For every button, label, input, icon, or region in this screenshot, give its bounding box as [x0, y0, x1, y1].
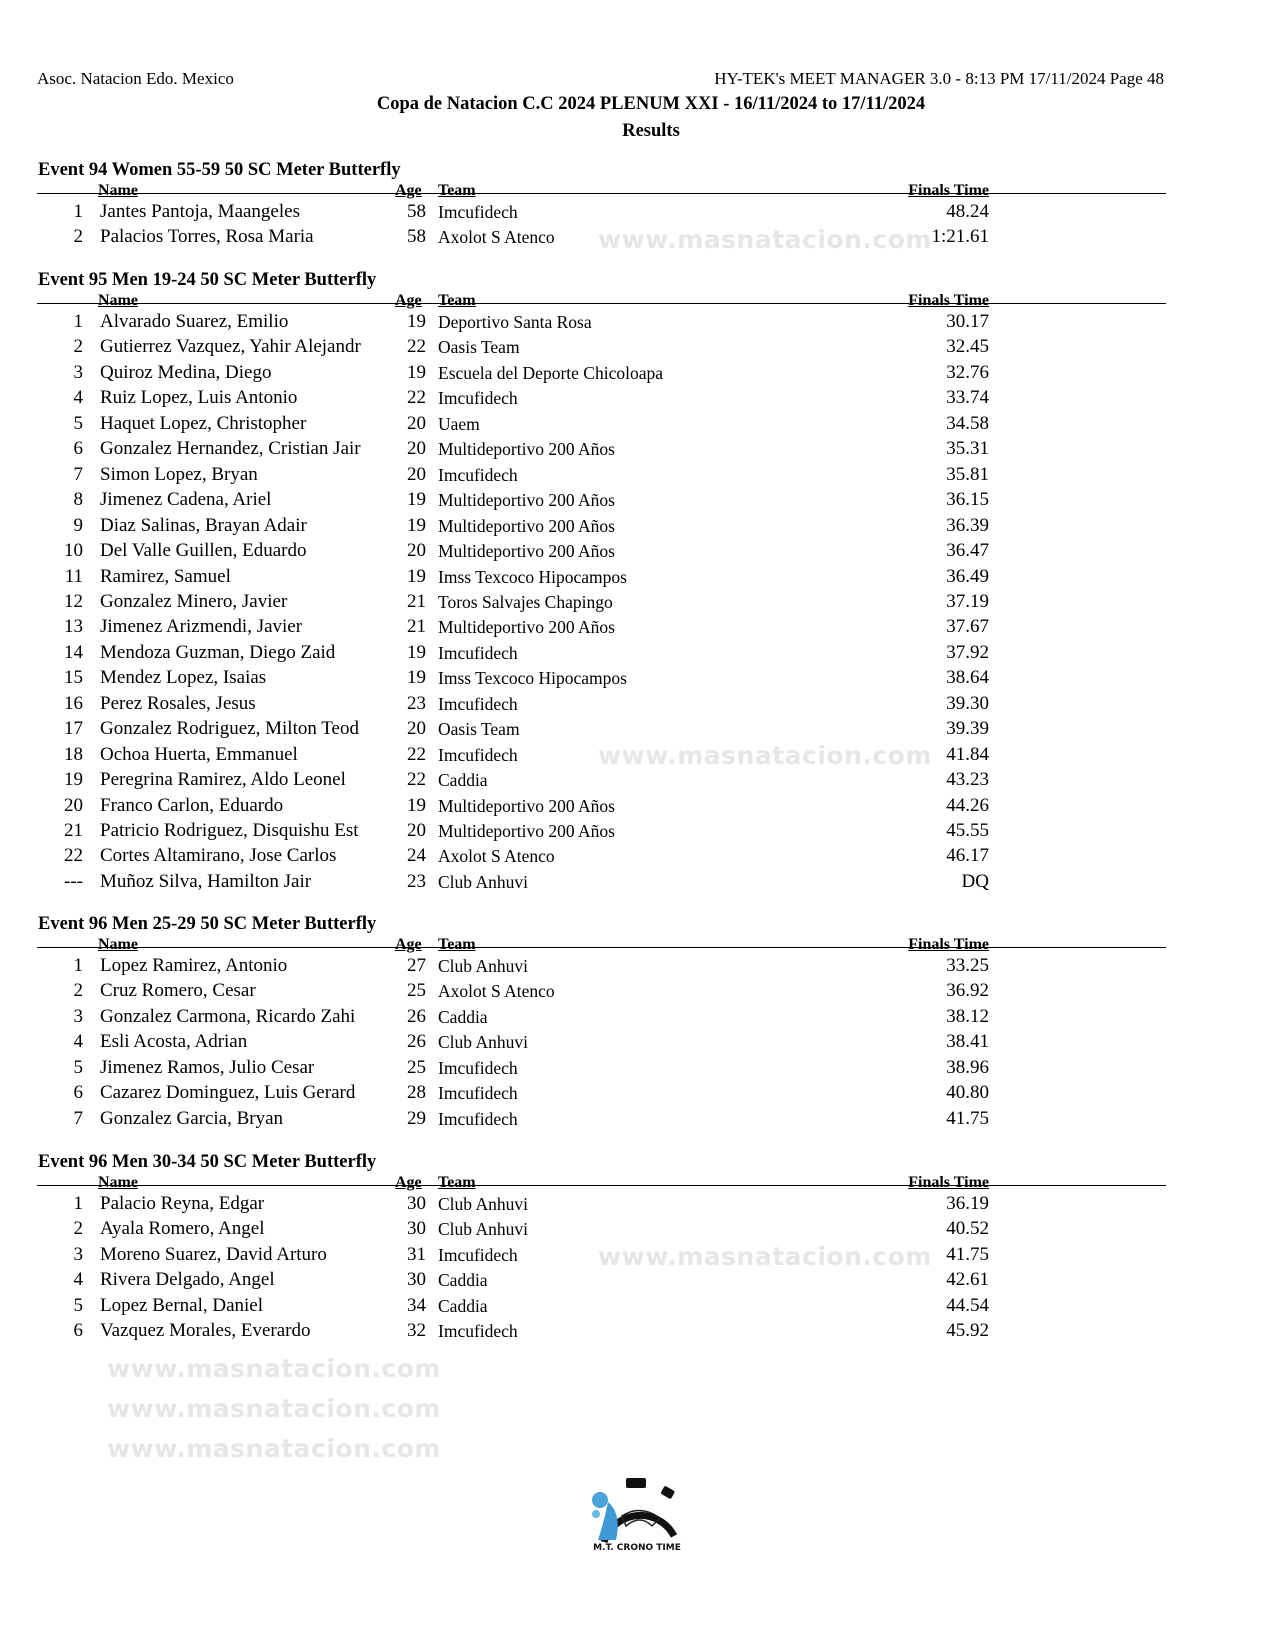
- swimmer-name: Cortes Altamirano, Jose Carlos: [100, 845, 337, 867]
- result-row: [0, 515, 1275, 540]
- result-row: [0, 1320, 1275, 1345]
- event-title: Event 96 Men 30-34 50 SC Meter Butterfly: [38, 1152, 377, 1172]
- age: 20: [407, 540, 426, 562]
- result-row: [0, 311, 1275, 336]
- swimmer-name: Peregrina Ramirez, Aldo Leonel: [100, 769, 346, 791]
- swimmer-name: Jimenez Cadena, Ariel: [100, 489, 272, 511]
- finals-time: 41.75: [946, 1243, 989, 1265]
- result-row: [0, 566, 1275, 591]
- team: Oasis Team: [438, 719, 520, 740]
- swimmer-name: Cazarez Dominguez, Luis Gerard: [100, 1082, 356, 1104]
- age: 19: [407, 489, 426, 511]
- age: 25: [407, 980, 426, 1002]
- swimmer-name: Mendez Lopez, Isaias: [100, 667, 267, 689]
- watermark-text: www.masnatacion.com: [107, 1434, 441, 1463]
- result-row: [0, 955, 1275, 980]
- header-divider: [37, 947, 1166, 948]
- swimmer-name: Gonzalez Hernandez, Cristian Jair: [100, 438, 361, 460]
- swimmer-name: Quiroz Medina, Diego: [100, 361, 272, 383]
- column-header-name: Name: [98, 936, 138, 953]
- place: 14: [64, 641, 83, 663]
- age: 23: [407, 692, 426, 714]
- swimmer-name: Rivera Delgado, Angel: [100, 1269, 275, 1291]
- place: 13: [64, 616, 83, 638]
- swimmer-name: Cruz Romero, Cesar: [100, 980, 256, 1002]
- age: 19: [407, 311, 426, 332]
- finals-time: 36.49: [946, 565, 989, 587]
- page-subtitle: Results: [622, 121, 680, 141]
- team: Imcufidech: [438, 388, 518, 409]
- team: Imcufidech: [438, 1244, 518, 1265]
- age: 30: [407, 1193, 426, 1214]
- finals-time: 36.39: [946, 514, 989, 536]
- age: 31: [407, 1243, 426, 1265]
- swimmer-name: Franco Carlon, Eduardo: [100, 794, 284, 816]
- team: Imcufidech: [438, 642, 518, 663]
- age: 21: [407, 616, 426, 638]
- column-header-finals-time: Finals Time: [908, 936, 989, 953]
- column-header-team: Team: [438, 1174, 476, 1191]
- age: 28: [407, 1082, 426, 1104]
- place: 19: [64, 769, 83, 791]
- column-header-name: Name: [98, 1174, 138, 1191]
- result-row: [0, 362, 1275, 387]
- result-row: [0, 795, 1275, 820]
- finals-time: DQ: [961, 870, 989, 892]
- age: 20: [407, 718, 426, 740]
- age: 22: [407, 769, 426, 791]
- place: 4: [73, 1031, 83, 1053]
- column-header-team: Team: [438, 182, 476, 199]
- finals-time: 36.92: [946, 980, 989, 1002]
- finals-time: 36.47: [946, 540, 989, 562]
- event-title: Event 95 Men 19-24 50 SC Meter Butterfly: [38, 270, 377, 290]
- finals-time: 36.15: [946, 489, 989, 511]
- place: 4: [73, 1269, 83, 1291]
- finals-time: 37.92: [946, 641, 989, 663]
- finals-time: 34.58: [946, 412, 989, 434]
- swimmer-name: Vazquez Morales, Everardo: [100, 1320, 311, 1342]
- age: 27: [407, 955, 426, 976]
- team: Club Anhuvi: [438, 1194, 528, 1214]
- swimmer-name: Jimenez Ramos, Julio Cesar: [100, 1056, 315, 1078]
- column-header-age: Age: [395, 182, 422, 199]
- result-row: [0, 1006, 1275, 1031]
- team: Multideportivo 200 Años: [438, 821, 615, 841]
- team: Imcufidech: [438, 1108, 518, 1129]
- swimmer-name: Ruiz Lopez, Luis Antonio: [100, 387, 298, 409]
- result-row: [0, 1269, 1275, 1294]
- result-row: [0, 540, 1275, 565]
- age: 20: [407, 412, 426, 434]
- finals-time: 35.81: [946, 463, 989, 485]
- place: 18: [64, 743, 83, 765]
- result-row: [0, 1193, 1275, 1218]
- finals-time: 36.19: [946, 1193, 989, 1214]
- place: 3: [73, 1005, 83, 1027]
- finals-time: 48.24: [946, 201, 989, 222]
- swimmer-name: Jimenez Arizmendi, Javier: [100, 616, 303, 638]
- team: Escuela del Deporte Chicoloapa: [438, 362, 663, 383]
- swimmer-name: Haquet Lopez, Christopher: [100, 412, 307, 434]
- age: 19: [407, 667, 426, 689]
- result-row: [0, 616, 1275, 641]
- swimmer-name: Gonzalez Minero, Javier: [100, 590, 288, 612]
- age: 19: [407, 641, 426, 663]
- place: 9: [73, 514, 83, 536]
- team: Toros Salvajes Chapingo: [438, 591, 613, 612]
- finals-time: 38.64: [946, 667, 989, 689]
- header-divider: [37, 303, 1166, 304]
- team: Caddia: [438, 1270, 488, 1291]
- age: 58: [407, 201, 426, 222]
- result-row: [0, 871, 1275, 896]
- watermark-text: www.masnatacion.com: [598, 741, 932, 770]
- column-header-age: Age: [395, 1174, 422, 1191]
- result-row: [0, 741, 1275, 770]
- logo-text: M.T. CRONO TIME: [593, 1543, 681, 1553]
- watermark-text: www.masnatacion.com: [107, 1394, 441, 1423]
- result-row: [0, 845, 1275, 870]
- swimmer-name: Simon Lopez, Bryan: [100, 463, 258, 485]
- swimmer-name: Gutierrez Vazquez, Yahir Alejandr: [100, 336, 361, 358]
- result-row: [0, 1295, 1275, 1320]
- finals-time: 39.30: [946, 692, 989, 714]
- age: 22: [407, 387, 426, 409]
- swimmer-name: Perez Rosales, Jesus: [100, 692, 256, 714]
- place: 5: [73, 412, 83, 434]
- event-title: Event 96 Men 25-29 50 SC Meter Butterfly: [38, 914, 377, 934]
- place: 5: [73, 1294, 83, 1316]
- finals-time: 44.26: [946, 794, 989, 816]
- result-row: [0, 769, 1275, 794]
- finals-time: 40.80: [946, 1082, 989, 1104]
- team: Caddia: [438, 1006, 488, 1027]
- finals-time: 41.84: [946, 743, 989, 765]
- finals-time: 32.45: [946, 336, 989, 358]
- column-header-finals-time: Finals Time: [908, 182, 989, 199]
- finals-time: 33.25: [946, 955, 989, 976]
- team: Imcufidech: [438, 1083, 518, 1104]
- finals-time: 37.19: [946, 590, 989, 612]
- team: Multideportivo 200 Años: [438, 439, 615, 460]
- finals-time: 35.31: [946, 438, 989, 460]
- result-row: [0, 464, 1275, 489]
- place: 7: [73, 1107, 83, 1129]
- swimmer-name: Moreno Suarez, David Arturo: [100, 1243, 327, 1265]
- team: Axolot S Atenco: [438, 846, 555, 867]
- team: Multideportivo 200 Años: [438, 541, 615, 562]
- place: 8: [73, 489, 83, 511]
- place: 11: [64, 565, 83, 587]
- finals-time: 1:21.61: [931, 226, 989, 248]
- age: 58: [407, 226, 426, 248]
- result-row: [0, 980, 1275, 1005]
- age: 22: [407, 336, 426, 358]
- result-row: [0, 642, 1275, 667]
- finals-time: 43.23: [946, 769, 989, 791]
- place: 4: [73, 387, 83, 409]
- result-row: [0, 489, 1275, 514]
- finals-time: 42.61: [946, 1269, 989, 1291]
- team: Imcufidech: [438, 693, 518, 714]
- age: 30: [407, 1218, 426, 1240]
- swimmer-name: Gonzalez Carmona, Ricardo Zahi: [100, 1005, 356, 1027]
- place: 6: [73, 438, 83, 460]
- team: Imcufidech: [438, 464, 518, 485]
- age: 19: [407, 565, 426, 587]
- place: 1: [73, 311, 83, 332]
- finals-time: 30.17: [946, 311, 989, 332]
- swimmer-name: Palacio Reyna, Edgar: [100, 1193, 265, 1214]
- age: 30: [407, 1269, 426, 1291]
- place: ---: [64, 870, 83, 892]
- swimmer-name: Del Valle Guillen, Eduardo: [100, 540, 307, 562]
- swimmer-name: Alvarado Suarez, Emilio: [100, 311, 289, 332]
- result-row: [0, 693, 1275, 718]
- result-row: [0, 225, 1275, 254]
- team: Club Anhuvi: [438, 1219, 528, 1240]
- result-row: [0, 1057, 1275, 1082]
- age: 34: [407, 1294, 426, 1316]
- place: 6: [73, 1082, 83, 1104]
- age: 19: [407, 361, 426, 383]
- age: 26: [407, 1031, 426, 1053]
- place: 21: [64, 820, 83, 841]
- age: 20: [407, 463, 426, 485]
- place: 2: [73, 1218, 83, 1240]
- column-header-team: Team: [438, 936, 476, 953]
- team: Multideportivo 200 Años: [438, 490, 615, 511]
- finals-time: 45.55: [946, 820, 989, 841]
- result-row: [0, 438, 1275, 463]
- finals-time: 32.76: [946, 361, 989, 383]
- team: Imss Texcoco Hipocampos: [438, 668, 627, 689]
- result-row: [0, 201, 1275, 226]
- result-row: [0, 387, 1275, 412]
- finals-time: 37.67: [946, 616, 989, 638]
- finals-time: 40.52: [946, 1218, 989, 1240]
- header-divider: [37, 193, 1166, 194]
- team: Axolot S Atenco: [438, 227, 555, 248]
- column-header-team: Team: [438, 292, 476, 309]
- column-header-finals-time: Finals Time: [908, 1174, 989, 1191]
- swimmer-name: Jantes Pantoja, Maangeles: [100, 201, 300, 222]
- place: 12: [64, 590, 83, 612]
- age: 20: [407, 438, 426, 460]
- finals-time: 38.41: [946, 1031, 989, 1053]
- finals-time: 33.74: [946, 387, 989, 409]
- team: Oasis Team: [438, 337, 520, 358]
- team: Club Anhuvi: [438, 871, 528, 892]
- age: 23: [407, 870, 426, 892]
- team: Club Anhuvi: [438, 956, 528, 976]
- finals-time: 44.54: [946, 1294, 989, 1316]
- swimmer-name: Diaz Salinas, Brayan Adair: [100, 514, 307, 536]
- swimmer-name: Palacios Torres, Rosa Maria: [100, 226, 314, 248]
- finals-time: 41.75: [946, 1107, 989, 1129]
- place: 2: [73, 226, 83, 248]
- team: Deportivo Santa Rosa: [438, 312, 592, 332]
- team: Multideportivo 200 Años: [438, 617, 615, 638]
- age: 19: [407, 514, 426, 536]
- team: Caddia: [438, 770, 488, 791]
- team: Uaem: [438, 413, 480, 434]
- result-row: [0, 820, 1275, 845]
- age: 19: [407, 794, 426, 816]
- place: 1: [73, 955, 83, 976]
- swimmer-name: Gonzalez Rodriguez, Milton Teod: [100, 718, 359, 740]
- age: 32: [407, 1320, 426, 1342]
- place: 16: [64, 692, 83, 714]
- organization-name: Asoc. Natacion Edo. Mexico: [37, 69, 234, 88]
- team: Axolot S Atenco: [438, 981, 555, 1002]
- result-row: [0, 336, 1275, 361]
- watermark-text: www.masnatacion.com: [598, 225, 932, 254]
- team: Imcufidech: [438, 202, 518, 222]
- age: 22: [407, 743, 426, 765]
- finals-time: 38.12: [946, 1005, 989, 1027]
- finals-time: 38.96: [946, 1056, 989, 1078]
- place: 3: [73, 1243, 83, 1265]
- place: 17: [64, 718, 83, 740]
- swimmer-name: Patricio Rodriguez, Disquishu Est: [100, 820, 359, 841]
- swimmer-name: Ayala Romero, Angel: [100, 1218, 265, 1240]
- swimmer-name: Ramirez, Samuel: [100, 565, 231, 587]
- team: Imss Texcoco Hipocampos: [438, 566, 627, 587]
- age: 29: [407, 1107, 426, 1129]
- column-header-age: Age: [395, 936, 422, 953]
- age: 26: [407, 1005, 426, 1027]
- place: 2: [73, 980, 83, 1002]
- place: 22: [64, 845, 83, 867]
- swimmer-name: Lopez Bernal, Daniel: [100, 1294, 264, 1316]
- swimmer-name: Lopez Ramirez, Antonio: [100, 955, 288, 976]
- column-header-finals-time: Finals Time: [908, 292, 989, 309]
- place: 10: [64, 540, 83, 562]
- place: 2: [73, 336, 83, 358]
- finals-time: 45.92: [946, 1320, 989, 1342]
- crono-time-logo: [582, 1474, 692, 1554]
- place: 5: [73, 1056, 83, 1078]
- place: 20: [64, 794, 83, 816]
- meet-title: Copa de Natacion C.C 2024 PLENUM XXI - 16/11/2024 to 17/11/2024: [376, 94, 926, 114]
- place: 15: [64, 667, 83, 689]
- team: Multideportivo 200 Años: [438, 515, 615, 536]
- swimmer-name: Esli Acosta, Adrian: [100, 1031, 248, 1053]
- result-row: [0, 718, 1275, 743]
- stopwatch-swimmer-icon: [582, 1474, 692, 1554]
- team: Club Anhuvi: [438, 1032, 528, 1053]
- finals-time: 39.39: [946, 718, 989, 740]
- result-row: [0, 1082, 1275, 1107]
- team: Caddia: [438, 1295, 488, 1316]
- team: Imcufidech: [438, 744, 518, 765]
- watermark-text: www.masnatacion.com: [598, 1242, 932, 1271]
- age: 21: [407, 590, 426, 612]
- team: Imcufidech: [438, 1321, 518, 1342]
- column-header-name: Name: [98, 182, 138, 199]
- swimmer-name: Muñoz Silva, Hamilton Jair: [100, 870, 312, 892]
- header-divider: [37, 1185, 1166, 1186]
- watermark-text: www.masnatacion.com: [107, 1354, 441, 1383]
- age: 24: [407, 845, 426, 867]
- event-title: Event 94 Women 55-59 50 SC Meter Butterfly: [38, 160, 401, 180]
- swimmer-name: Ochoa Huerta, Emmanuel: [100, 743, 298, 765]
- result-row: [0, 1218, 1275, 1243]
- swimmer-name: Mendoza Guzman, Diego Zaid: [100, 641, 336, 663]
- result-row: [0, 1108, 1275, 1133]
- result-row: [0, 591, 1275, 616]
- place: 7: [73, 463, 83, 485]
- place: 6: [73, 1320, 83, 1342]
- place: 3: [73, 361, 83, 383]
- column-header-name: Name: [98, 292, 138, 309]
- result-row: [0, 1244, 1275, 1269]
- age: 20: [407, 820, 426, 841]
- column-header-age: Age: [395, 292, 422, 309]
- age: 25: [407, 1056, 426, 1078]
- swimmer-name: Gonzalez Garcia, Bryan: [100, 1107, 284, 1129]
- result-row: [0, 667, 1275, 692]
- finals-time: 46.17: [946, 845, 989, 867]
- place: 1: [73, 201, 83, 222]
- team: Multideportivo 200 Años: [438, 795, 615, 816]
- place: 1: [73, 1193, 83, 1214]
- result-row: [0, 413, 1275, 438]
- software-page-info: HY-TEK's MEET MANAGER 3.0 - 8:13 PM 17/11/2024 Page 48: [714, 69, 1164, 88]
- result-row: [0, 1031, 1275, 1056]
- team: Imcufidech: [438, 1057, 518, 1078]
